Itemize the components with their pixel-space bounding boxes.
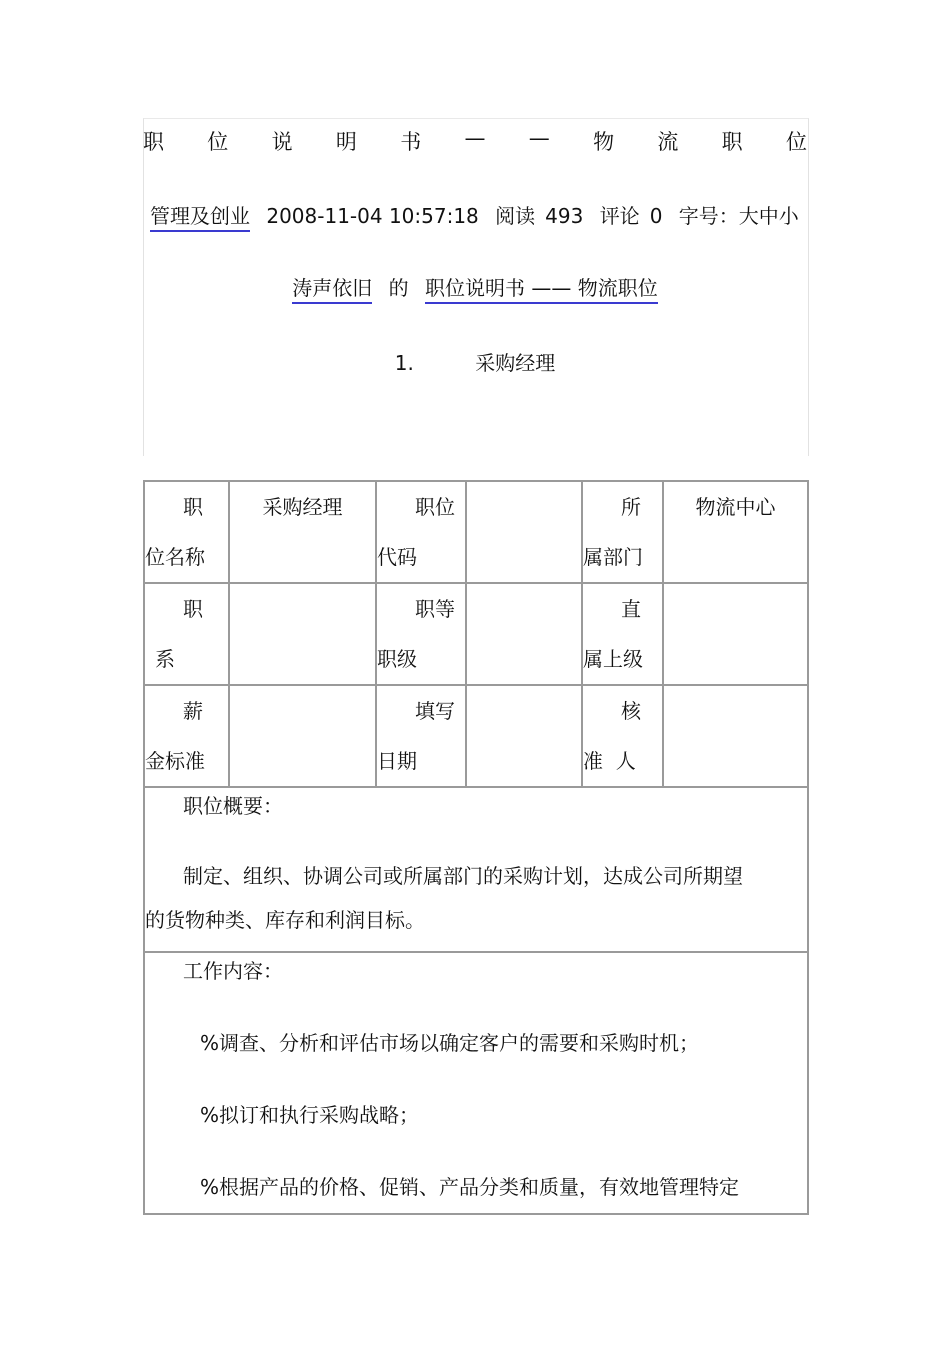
label-line-1: 职 [183,495,203,519]
table-row [144,685,808,787]
of-text: 的 [388,276,409,300]
font-size-control[interactable]: 字号：大中小 [678,204,799,228]
value-cell [230,584,375,684]
label-line-1: 直 [621,597,641,621]
label-line-1: 职等 [415,597,455,621]
title-char: 说 [271,130,293,154]
comment-label: 评论 [599,204,640,228]
title-char: 位 [785,130,807,154]
title-char: 位 [207,130,229,154]
duty-item: %调查、分析和评估市场以确定客户的需要和采购时机； [200,1031,700,1055]
read-label: 阅读 [495,204,536,228]
section-heading [0,347,950,376]
article-meta [150,200,800,229]
summary-heading: 职位概要： [183,794,283,818]
label-line-2: 属上级 [583,647,643,671]
summary-line-2: 的货物种类、库存和利润目标。 [145,908,425,932]
label-line-2: 职级 [377,647,417,671]
author-line [0,272,950,301]
read-count: 493 [545,204,584,228]
label-line-2: 准 人 [583,749,636,773]
title-char: 职 [721,130,743,154]
label-line-1: 薪 [183,699,203,723]
job-description-table [143,480,809,1215]
section-title: 采购经理 [475,351,556,375]
label-line-1: 所 [621,495,641,519]
table-row [144,481,808,583]
summary-line-1: 制定、组织、协调公司或所属部门的采购计划，达成公司所期望 [183,864,743,888]
label-line-1: 核 [621,699,641,723]
title-char: — [528,126,550,150]
category-link[interactable]: 管理及创业 [150,204,250,232]
value-cell [467,584,581,684]
author-link[interactable]: 涛声依旧 [292,276,372,304]
value-cell: 采购经理 [262,495,343,519]
label-line-2: 日期 [377,749,417,773]
label-line-2: 金标准 [145,749,205,773]
duty-item: %拟订和执行采购战略； [200,1103,420,1127]
title-char: 物 [593,130,615,154]
value-cell: 物流中心 [695,495,776,519]
label-line-2: 系 [155,647,175,671]
duty-item: %根据产品的价格、促销、产品分类和质量，有效地管理特定 [200,1175,740,1199]
value-cell [664,584,807,684]
label-line-1: 填写 [415,699,455,723]
title-char: — [464,126,486,150]
post-datetime: 2008-11-04 10:57:18 [266,204,479,228]
label-line-1: 职 [183,597,203,621]
label-line-2: 代码 [377,545,417,569]
value-cell [230,686,375,786]
value-cell [467,686,581,786]
duties-heading: 工作内容： [183,959,283,983]
label-line-1: 职位 [415,495,455,519]
table-row [144,952,808,1214]
label-line-2: 位名称 [145,545,205,569]
table-row [144,787,808,952]
title-char: 明 [335,130,357,154]
title-char: 书 [400,130,422,154]
table-row [144,583,808,685]
label-line-2: 属部门 [583,545,643,569]
title-char: 职 [143,130,164,154]
section-number: 1. [394,351,414,375]
page-title [143,126,807,156]
title-char: 流 [657,130,679,154]
value-cell [467,482,581,582]
article-link[interactable]: 职位说明书 —— 物流职位 [425,276,658,304]
value-cell [664,686,807,786]
comment-count: 0 [649,204,663,228]
